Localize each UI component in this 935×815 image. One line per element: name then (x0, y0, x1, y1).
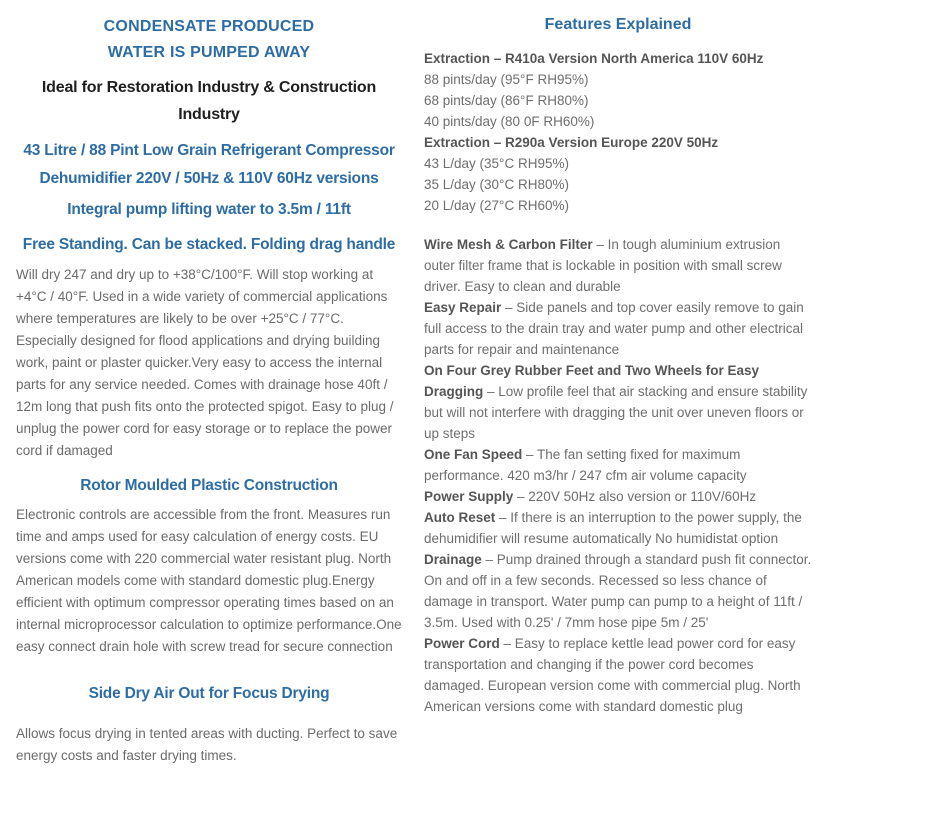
right-column (424, 14, 812, 767)
feature-label: Easy Repair (424, 300, 502, 315)
feature-label: Power Cord (424, 636, 500, 651)
feature-item (424, 360, 812, 444)
extraction-na-line: 88 pints/day (95°F RH95%) (424, 72, 589, 87)
feature-item (424, 507, 812, 549)
feature-text: – 220V 50Hz also version or 110V/60Hz (513, 489, 757, 504)
feature-item (424, 633, 812, 717)
feature-text: – Side panels and top cover easily remove to gain full access to the drain tray and water pump and other electrical parts for repair and maintenance (424, 300, 804, 357)
feature-text: – Pump drained through a standard push fit connector. On and off in a few seconds. Recessed so less chance of damage in transport. Water pump can pump to a height of 11ft / 3.5m. Used with 0.25' / 7mm hose pipe 5m / 25' (424, 552, 812, 630)
rotor-heading: Rotor Moulded Plastic Construction (80, 477, 338, 494)
feature-item (424, 444, 812, 486)
feature-label: Wire Mesh & Carbon Filter (424, 237, 593, 252)
condensate-title-line1: CONDENSATE PRODUCED (103, 18, 315, 35)
feature-item (424, 549, 812, 633)
extraction-specs (424, 48, 812, 216)
left-column (16, 14, 402, 767)
feature-item (424, 234, 812, 297)
condensate-title (16, 14, 402, 66)
spec-heading: 43 Litre / 88 Pint Low Grain Refrigerant Compressor Dehumidifier 220V / 50Hz & 110V 60Hz versions (23, 142, 395, 187)
feature-label: One Fan Speed (424, 447, 523, 462)
feature-label: Drainage (424, 552, 482, 567)
ideal-for-subtitle: Ideal for Restoration Industry & Construction Industry (41, 79, 377, 123)
condensate-title-line2: WATER IS PUMPED AWAY (107, 44, 311, 61)
feature-text: – In tough aluminium extrusion outer filter frame that is lockable in position with small screw driver. Easy to clean and durable (424, 237, 782, 294)
side-dry-heading: Side Dry Air Out for Focus Drying (88, 685, 330, 702)
feature-item (424, 486, 812, 507)
extraction-eu-line: 20 L/day (27°C RH60%) (424, 198, 569, 213)
feature-item (424, 297, 812, 360)
feature-text: – The fan setting fixed for maximum performance. 420 m3/hr / 247 cfm air volume capacity (424, 447, 747, 483)
feature-label: On Four Grey Rubber Feet and Two Wheels for Easy Dragging (424, 363, 760, 399)
extraction-eu-line: 43 L/day (35°C RH95%) (424, 156, 569, 171)
extraction-eu-title: Extraction – R290a Version Europe 220V 50Hz (424, 135, 719, 150)
side-dry-paragraph: Allows focus drying in tented areas with ducting. Perfect to save energy costs and faster drying times. (16, 726, 398, 763)
features-list (424, 234, 812, 717)
intro-paragraph: Will dry 247 and dry up to +38°C/100°F. Will stop working at +4°C / 40°F. Used in a wide variety of commercial applications where temperatures are likely to be over +25°C / 77°C. Especially designed for flood applications and drying building work, paint or plaster quicker.Very easy to access the internal parts for any service needed. Comes with drainage hose 40ft / 12m long that push fits onto the protected spigot. Easy to plug / unplug the power cord for easy storage or to replace the power cord if damaged (16, 267, 394, 458)
feature-text: – Easy to replace kettle lead power cord for easy transportation and changing if the power cord becomes damaged. European version come with commercial plug. North American versions come with standard domestic plug (424, 636, 801, 714)
extraction-na-line: 68 pints/day (86°F RH80%) (424, 93, 589, 108)
extraction-na-title: Extraction – R410a Version North America 110V 60Hz (424, 51, 764, 66)
feature-text: – If there is an interruption to the power supply, the dehumidifier will resume automatically No humidistat option (424, 510, 802, 546)
extraction-eu-line: 35 L/day (30°C RH80%) (424, 177, 569, 192)
pump-heading: Integral pump lifting water to 3.5m / 11ft (67, 201, 351, 218)
extraction-na-line: 40 pints/day (80 0F RH60%) (424, 114, 595, 129)
feature-label: Power Supply (424, 489, 514, 504)
feature-text: – Low profile feel that air stacking and ensure stability but will not interfere with dragging the unit over uneven floors or up steps (424, 384, 808, 441)
free-standing-heading: Free Standing. Can be stacked. Folding drag handle (22, 236, 396, 253)
feature-label: Auto Reset (424, 510, 496, 525)
features-explained-title: Features Explained (544, 16, 692, 33)
rotor-paragraph: Electronic controls are accessible from the front. Measures run time and amps used for easy calculation of energy costs. EU versions come with 220 commercial water resistant plug. North American models come with standard domestic plug.Energy efficient with optimum compressor operating times based on an internal microprocessor calculation to optimize performance.One easy connect drain hole with screw tread for secure connection (16, 507, 402, 654)
